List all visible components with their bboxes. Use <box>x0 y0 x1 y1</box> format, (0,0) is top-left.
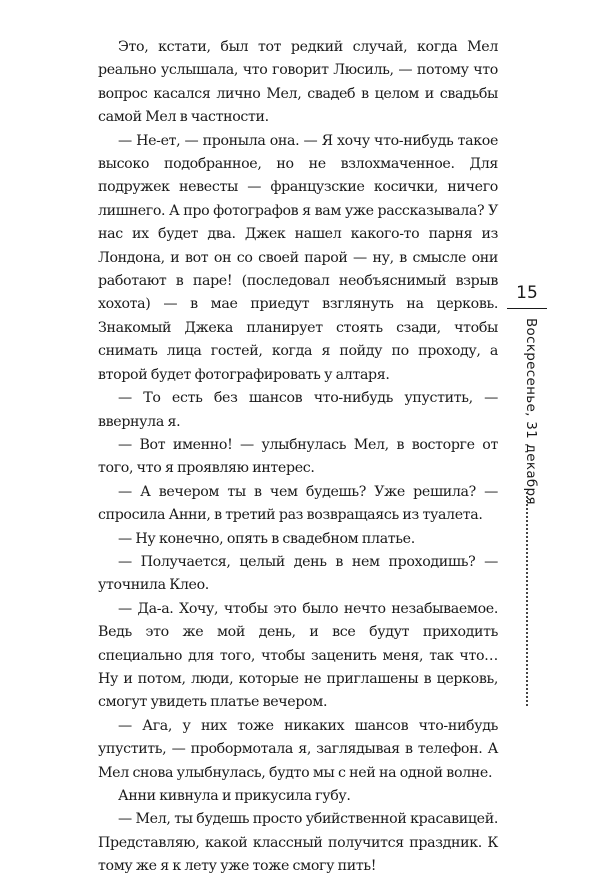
paragraph-1: Это, кстати, был тот редкий случай, когда Мел реально услышала, что говорит Люсиль, — потому что вопрос касался лично Мел, свадеб в целом и свадьбы самой Мел в частности. <box>98 39 498 126</box>
paragraph-7: — Получается, целый день в нем проходишь? — уточнила Клео. <box>98 553 498 594</box>
paragraph-11: — Мел, ты будешь просто убийственной красавицей. Представляю, какой классный получится праздник. К тому же я к лету уже тоже смогу пить! <box>98 811 498 875</box>
paragraph-3: — То есть без шансов что-нибудь упустить, — ввернула я. <box>98 390 498 430</box>
page-body-text <box>98 36 498 879</box>
paragraph-10: Анни кивнула и прикусила губу. <box>118 788 351 804</box>
paragraph-2: — Не-ет, — пронылa она. — Я хочу что-нибудь такое высоко подобранное, но не взлохмаченное. Для подружек невесты — французские косички, ничего лишнего. А про фотографов я вам уже рассказывала? У нас их будет два. Джек нашел какого-то парня из Лондона, и вот он со своей парой — ну, в смысле они работают в паре! (последовал необъяснимый взрыв хохота) — в мае приедут взглянуть на церковь. Знакомый Джека планирует стоять сзади, чтобы снимать лица гостей, когда я пойду по проходу, а второй будет фотографировать у алтаря. <box>98 132 498 383</box>
paragraph-9: — Ага, у них тоже никаких шансов что-нибудь упустить, — пробормотала я, заглядывая в телефон. А Мел снова улыбнулась, будто мы с ней на одной волне. <box>98 717 498 781</box>
paragraph-8: — Да-а. Хочу, чтобы это было нечто незабываемое. Ведь это же мой день, и все будут приходить специально для того, чтобы заценить меня, так что… Ну и потом, люди, которые не приглашены в церковь, смогут увидеть платье вечером. <box>98 600 498 711</box>
paragraph-6: — Ну конечно, опять в свадебном платье. <box>118 530 415 547</box>
page-number: 15 <box>516 283 538 303</box>
running-head: Воскресенье, 31 декабря <box>523 318 539 505</box>
dotted-rule <box>526 492 528 706</box>
paragraph-5: — А вечером ты в чем будешь? Уже решила? — спросила Анни, в третий раз возвращаясь из туалета. <box>98 483 498 524</box>
folio-rule <box>507 308 547 309</box>
side-gutter <box>507 282 547 707</box>
paragraph-4: — Вот именно! — улыбнулась Мел, в восторге от того, что я проявляю интерес. <box>98 436 498 477</box>
